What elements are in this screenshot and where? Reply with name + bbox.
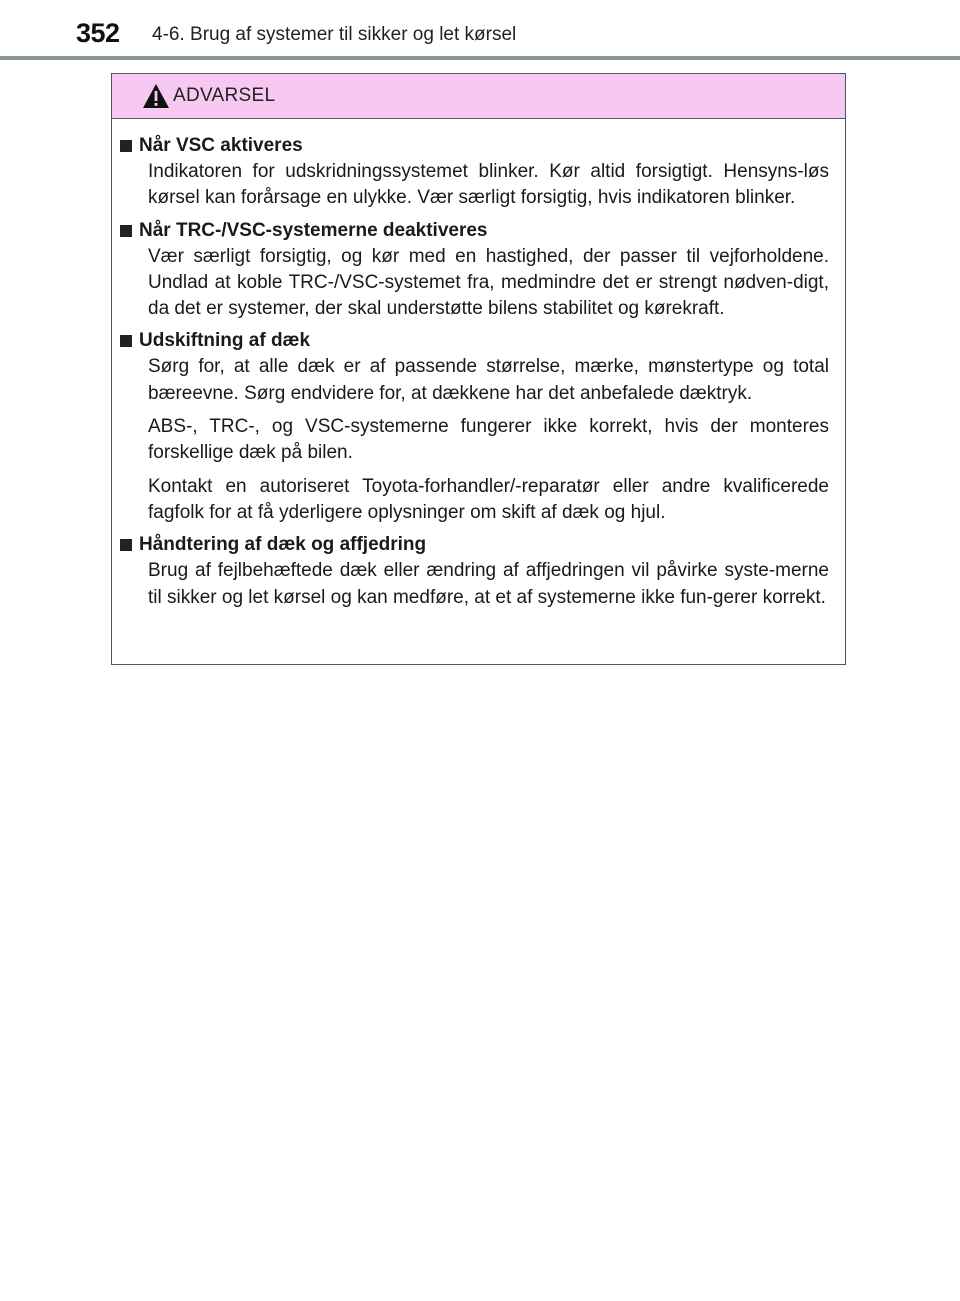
warning-label: ADVARSEL [173,85,276,106]
square-bullet-icon [120,140,132,152]
square-bullet-icon [120,225,132,237]
item-paragraph: ABS-, TRC-, og VSC-systemerne fungerer ikke korrekt, hvis der monteres forskellige dæk på bilen. [148,416,829,464]
item-paragraph: Brug af fejlbehæftede dæk eller ændring af affjedringen vil påvirke syste-merne til sikker og let kørsel og kan medføre, at et af systemerne ikke fun-gerer korrekt. [148,560,829,608]
item-title: Når TRC-/VSC-systemerne deaktiveres [139,219,488,241]
item-title: Håndtering af dæk og affjedring [139,534,427,556]
warning-body [112,119,845,611]
warning-box [111,73,846,665]
page-number: 352 [76,18,120,48]
item-paragraph: Sørg for, at alle dæk er af passende størrelse, mærke, mønstertype og total bæreevne. Sørg endvidere for, at dækkene har det anbefalede dæktryk. [148,356,829,404]
item-title: Udskiftning af dæk [139,330,311,352]
warning-item [120,133,829,212]
warning-header [112,74,845,119]
warning-item [120,532,829,611]
warning-item [120,218,829,323]
header-rule [0,56,960,60]
item-heading [120,133,829,159]
warning-triangle-icon [142,83,170,109]
item-heading [120,218,829,244]
item-paragraph: Vær særligt forsigtig, og kør med en hastighed, der passer til vejforholdene. Undlad at koble TRC-/VSC-systemet fra, medmindre det er strengt nødven-digt, da det er systemer, der skal understøtte bilens stabilitet og kørekraft. [148,245,829,320]
warning-item [120,328,829,526]
item-heading [120,532,829,558]
square-bullet-icon [120,539,132,551]
square-bullet-icon [120,335,132,347]
section-title: 4-6. Brug af systemer til sikker og let kørsel [152,24,517,45]
item-title: Når VSC aktiveres [139,135,303,156]
item-paragraph: Indikatoren for udskridningssystemet blinker. Kør altid forsigtigt. Hensyns-løs kørsel kan forårsage en ulykke. Vær særligt forsigtig, hvis indikatoren blinker. [148,161,829,209]
page-header [0,0,960,60]
item-heading [120,328,829,354]
item-paragraph: Kontakt en autoriseret Toyota-forhandler/-reparatør eller andre kvalificerede fagfolk for at få yderligere oplysninger om skift af dæk og hjul. [148,475,829,523]
